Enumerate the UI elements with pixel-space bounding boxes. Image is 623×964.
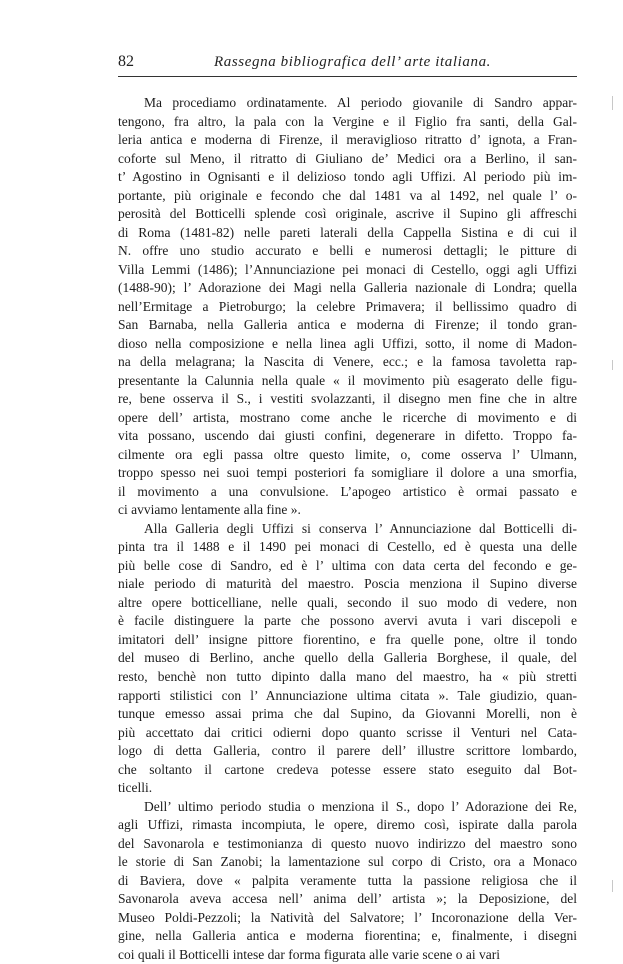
text-line: cilmente ora egli passa oltre questo limite, o, come osserva l’ Ulmann, [118,446,577,462]
text-line: è facile distinguere la parte che possono avervi avuta i vari discepoli e [118,613,577,629]
text-line: il movimento a una convulsione. L’apogeo artistico è ormai passato e [118,483,577,499]
text-line: resto, benchè non tutto dipinto dalla mano del maestro, ha « più stretti [118,668,577,684]
text-line: na della melagrana; la Nascita di Venere, ecc.; e la famosa tavoletta rap- [118,354,577,370]
text-line: niale periodo di maturità del maestro. Poscia menziona il Supino diverse [118,576,577,592]
text-line: portante, più originale e fecondo che dal 1481 va al 1492, nel quale l’ o- [118,187,577,203]
text-line: Villa Lemmi (1486); l’Annunciazione pei monaci di Cestello, oggi agli Uffizi [118,261,577,277]
text-line: Ma procediamo ordinatamente. Al periodo giovanile di Sandro appar- [144,95,577,110]
text-line: opere dell’ artista, mostrano come anche le ricerche di movimento e di [118,409,577,425]
page-number: 82 [118,53,134,70]
text-line: dioso nella composizione e nella linea agli Uffizi, sotto, il nome di Madon- [118,335,577,351]
text-line: San Barnaba, nella Galleria antica e moderna di Firenze; il tondo gran- [118,317,577,333]
page-edge-mark [612,96,613,110]
text-line: le storie di San Zanobi; la lamentazione sul corpo di Cristo, ora a Monaco [118,854,577,870]
text-line: Dell’ ultimo periodo studia o menziona il S., dopo l’ Adorazione dei Re, [144,798,577,814]
paragraph [118,798,577,964]
paragraph [118,520,577,798]
text-line: tengono, fra altro, la pala con la Vergine e il Figlio fra santi, della Gal- [118,113,577,129]
text-line: che soltanto il cartone credeva potesse essere stato eseguito dal Bot- [118,761,577,777]
text-line: logo di detta Galleria, contro il parere dell’ illustre scrittore lombardo, [118,743,577,759]
body-text [118,94,577,964]
text-line: vita possano, uscendo dai giusti confini, degenerare in difetto. Troppo fa- [118,428,577,444]
text-line: N. offre uno studio accurato e belli e numerosi dettagli; le pitture di [118,243,577,259]
paragraph [118,94,577,520]
text-line: ticelli. [118,780,153,796]
page-edge-mark [612,880,613,892]
text-line: del Savonarola e testimonianza di questo nuovo indirizzo del maestro sono [118,835,577,851]
text-line: di Baviera, dove « palpita veramente tutta la passione religiosa che il [118,872,577,888]
text-line: più accettato dai critici odierni dopo quanto scrisse il Venturi nel Cata- [118,724,577,740]
text-line: altre opere botticelliane, nelle quali, secondo il suo modo di vedere, non [118,594,577,610]
text-line: più belle cose di Sandro, ed è l’ ultima con data certa del fecondo e ge- [118,557,577,573]
text-line: leria antica e moderna di Firenze, il meraviglioso ritratto d’ ignota, a Fran- [118,132,577,148]
text-line: coi quali il Botticelli intese dar forma figurata alle varie scene o ai vari [118,946,500,962]
text-line: del museo di Berlino, anche quello della Galleria Borghese, il quale, del [118,650,577,666]
text-line: nell’Ermitage a Pietroburgo; la celebre Primavera; il bellissimo quadro di [118,298,577,314]
page-edge-mark [612,360,613,370]
text-line: presentante la Calunnia nella quale « il movimento più esagerato delle figu- [118,372,577,388]
text-line: Museo Poldi-Pezzoli; la Natività del Salvatore; l’ Incoronazione della Ver- [118,909,577,925]
running-title: Rassegna bibliografica dell’ arte italiana. [214,54,492,70]
text-line: re, bene osserva il S., i vestiti svolazzanti, il disegno men fine che in altre [118,391,577,407]
text-line: (1488-90); l’ Adorazione dei Magi nella Galleria nazionale di Londra; quella [118,280,577,296]
text-line: rapporti stilistici con l’ Annunciazione ultima citata ». Tale giudizio, quan- [118,687,577,703]
text-line: Savonarola aveva accesa nell’ anima dell’ artista »; la Deposizione, del [118,891,577,907]
text-line: agli Uffizi, rimasta incompiuta, le opere, diremo così, ispirate dalla parola [118,817,577,833]
text-line: gine, nella Galleria antica e moderna fiorentina; e, finalmente, i disegni [118,928,577,944]
text-line: tunque emesso assai prima che dal Supino, da Giovanni Morelli, non è [118,706,577,722]
text-line: pinta tra il 1488 e il 1490 pei monaci di Cestello, ed è questa una delle [118,539,577,555]
text-line: Alla Galleria degli Uffizi si conserva l’ Annunciazione dal Botticelli di- [144,520,577,536]
header-rule [118,76,577,77]
text-line: ci avviamo lentamente alla fine ». [118,502,301,518]
text-line: imitatori dell’ insigne pittore fiorentino, e fra quelle pone, oltre il tondo [118,631,577,647]
text-line: coforte sul Meno, il ritratto di Giuliano de’ Medici ora a Berlino, il san- [118,150,577,166]
text-line: perosità del Botticelli splende così originale, ascrive il Supino gli affreschi [118,206,577,222]
page-header [118,52,577,72]
text-line: t’ Agostino in Ognisanti e il delizioso tondo agli Uffizi. Al periodo più im- [118,169,577,185]
text-line: troppo spesso nei suoi tempi posteriori fa somigliare il dolore a una smorfia, [118,465,577,481]
text-line: di Roma (1481-82) nelle pareti laterali della Cappella Sistina e di cui il [118,224,577,240]
